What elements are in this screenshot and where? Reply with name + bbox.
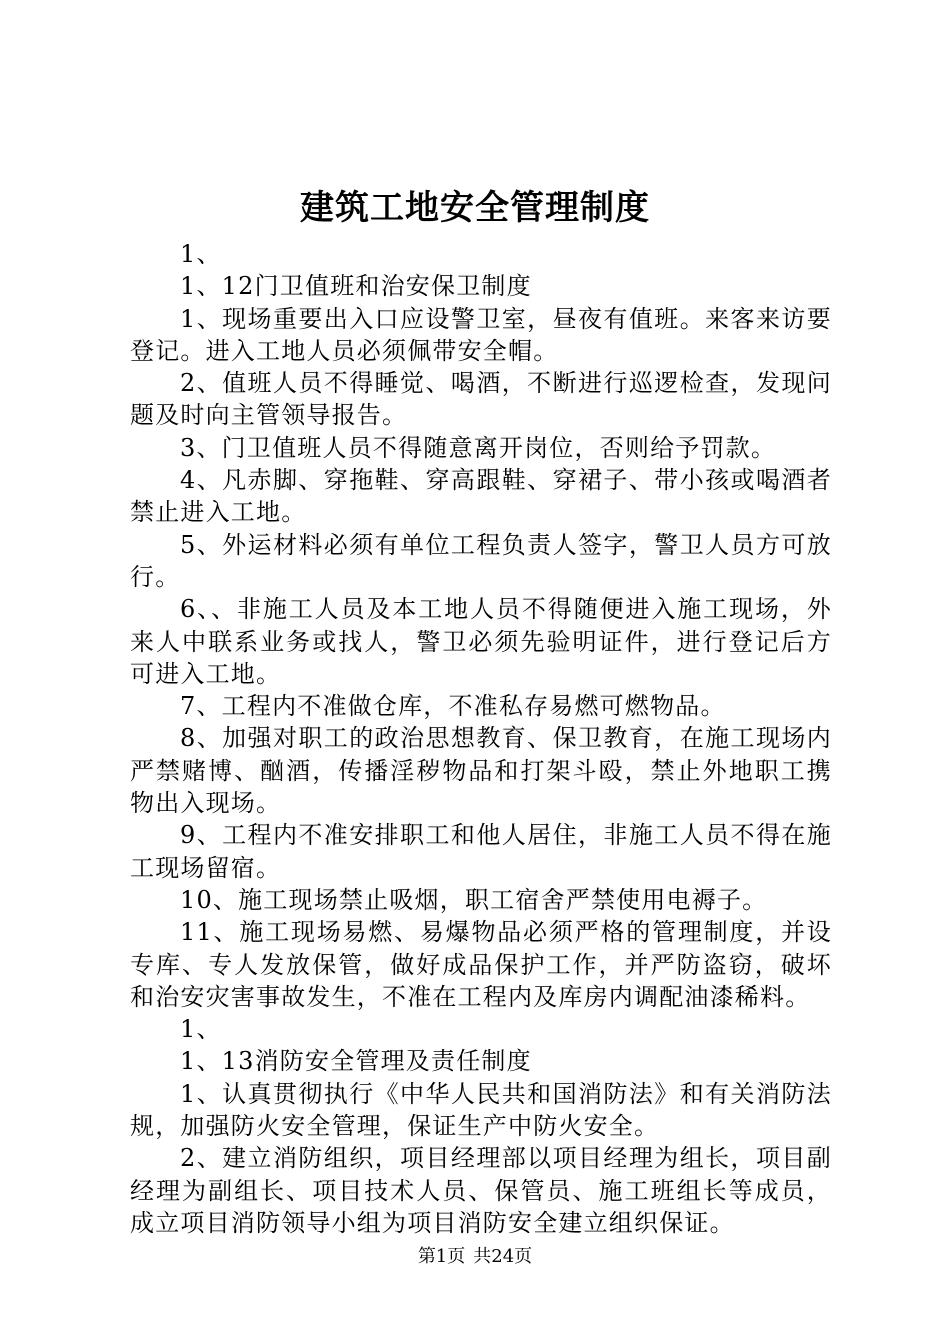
- paragraph: 2、值班人员不得睡觉、喝酒，不断进行巡逻检查，发现问题及时向主管领导报告。: [130, 369, 832, 430]
- page-number: 第1页: [417, 1246, 466, 1267]
- paragraph: 10、施工现场禁止吸烟，职工宿舍严禁使用电褥子。: [180, 885, 768, 914]
- paragraph: 11、施工现场易燃、易爆物品必须严格的管理制度，并设专库、专人发放保管，做好成品保护工作，并严防盗窃，破坏和治安灾害事故发生，不准在工程内及库房内调配油漆稀料。: [130, 918, 832, 1011]
- document-title: 建筑工地安全管理制度: [300, 188, 650, 228]
- section-heading: 1、13消防安全管理及责任制度: [180, 1047, 532, 1076]
- page-total: 共24页: [473, 1246, 533, 1267]
- paragraph: 1、: [180, 240, 222, 268]
- paragraph: 1、现场重要出入口应设警卫室，昼夜有值班。来客来访要登记。进入工地人员必须佩带安全帽。: [130, 304, 832, 365]
- paragraph: 8、加强对职工的政治思想教育、保卫教育，在施工现场内严禁赌博、酗酒，传播淫秽物品和打架斗殴，禁止外地职工携物出入现场。: [130, 724, 832, 818]
- paragraph: 2、建立消防组织，项目经理部以项目经理为组长，项目副经理为副组长、项目技术人员、保管员、施工班组长等成员，成立项目消防领导小组为项目消防安全建立组织保证。: [130, 1144, 832, 1237]
- paragraph: 1、认真贯彻执行《中华人民共和国消防法》和有关消防法规，加强防火安全管理，保证生产中防火安全。: [130, 1079, 832, 1141]
- section-heading: 1、12门卫值班和治安保卫制度: [180, 272, 532, 301]
- document-body: [130, 238, 832, 1239]
- paragraph: 4、凡赤脚、穿拖鞋、穿高跟鞋、穿裙子、带小孩或喝酒者禁止进入工地。: [130, 466, 832, 527]
- paragraph: 5、外运材料必须有单位工程负责人签字，警卫人员方可放行。: [130, 530, 832, 591]
- paragraph: 3、门卫值班人员不得随意离开岗位，否则给予罚款。: [180, 433, 777, 462]
- page-footer: [0, 1245, 950, 1269]
- paragraph: 6、、非施工人员及本工地人员不得随便进入施工现场，外来人中联系业务或找人，警卫必须先验明证件，进行登记后方可进入工地。: [130, 595, 832, 688]
- paragraph: 7、工程内不准做仓库，不准私存易燃可燃物品。: [180, 692, 726, 721]
- paragraph: 1、: [180, 1015, 222, 1044]
- paragraph: 9、工程内不准安排职工和他人居住，非施工人员不得在施工现场留宿。: [130, 821, 832, 882]
